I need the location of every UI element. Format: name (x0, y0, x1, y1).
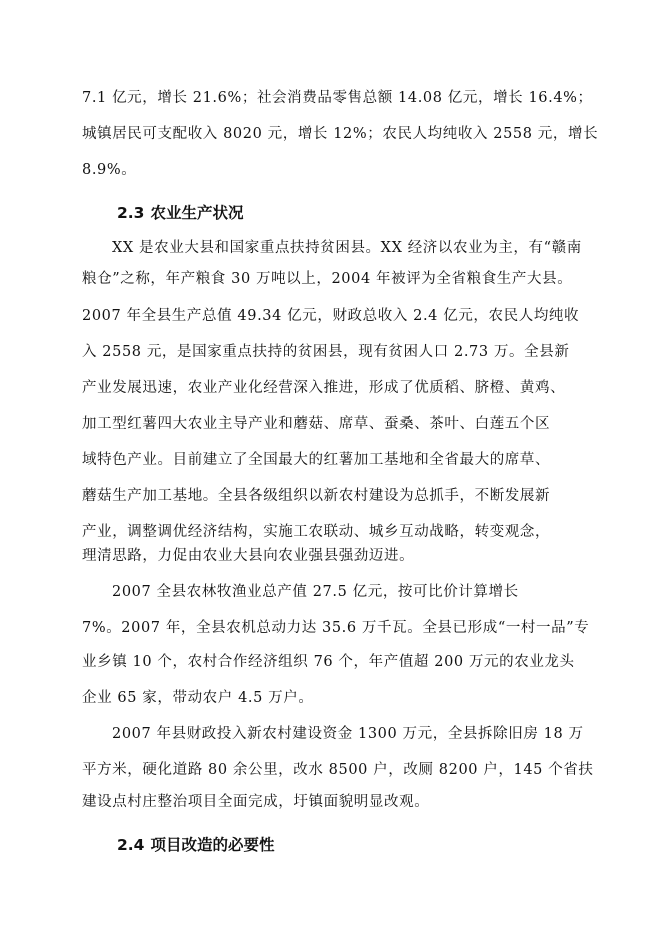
section-number: 2.3 (117, 204, 145, 222)
body-text-line: XX 是农业大县和国家重点扶持贫困县。XX 经济以农业为主，有“赣南 (112, 240, 582, 256)
body-text-line: 业乡镇 10 个，农村合作经济组织 76 个，年产值超 200 万元的农业龙头 (82, 654, 575, 670)
body-text-line: 7.1 亿元，增长 21.6%；社会消费品零售总额 14.08 亿元，增长 16.4%； (82, 90, 593, 106)
section-title: 项目改造的必要性 (150, 836, 275, 854)
body-text-line: 7%。2007 年，全县农机总动力达 35.6 万千瓦。全县已形成“一村一品”专 (82, 620, 590, 636)
body-text-line: 2007 年全县生产总值 49.34 亿元，财政总收入 2.4 亿元，农民人均纯收 (82, 308, 580, 324)
body-text-line: 蘑菇生产加工基地。全县各级组织以新农村建设为总抓手，不断发展新 (82, 488, 551, 504)
section-title: 农业生产状况 (150, 204, 244, 222)
body-text-line: 产业发展迅速，农业产业化经营深入推进，形成了优质稻、脐橙、黄鸡、 (82, 380, 566, 396)
body-text-line: 域特色产业。目前建立了全国最大的红薯加工基地和全省最大的席草、 (82, 452, 551, 468)
body-text-line: 建设点村庄整治项目全面完成，圩镇面貌明显改观。 (82, 794, 430, 810)
body-text-line: 产业，调整调优经济结构，实施工农联动、城乡互动战略，转变观念， (82, 524, 551, 540)
body-text-line: 企业 65 家，带动农户 4.5 万户。 (82, 690, 314, 706)
section-number: 2.4 (117, 836, 145, 854)
body-text-line: 8.9%。 (82, 162, 137, 178)
body-text-line: 加工型红薯四大农业主导产业和蘑菇、席草、蚕桑、茶叶、白莲五个区 (82, 416, 551, 432)
section-heading-2-3 (117, 202, 243, 224)
body-text-line: 2007 年县财政投入新农村建设资金 1300 万元，全县拆除旧房 18 万 (112, 726, 584, 742)
body-text-line: 城镇居民可支配收入 8020 元，增长 12%；农民人均纯收入 2558 元，增长 (82, 126, 599, 142)
section-heading-2-4 (117, 834, 274, 856)
body-text-line: 平方米，硬化道路 80 余公里，改水 8500 户，改厕 8200 户，145 个省扶 (82, 762, 594, 778)
body-text-line: 2007 全县农林牧渔业总产值 27.5 亿元，按可比价计算增长 (112, 584, 519, 600)
body-text-line: 入 2558 元，是国家重点扶持的贫困县，现有贫困人口 2.73 万。全县新 (82, 344, 570, 360)
body-text-line: 粮仓”之称，年产粮食 30 万吨以上，2004 年被评为全省粮食生产大县。 (82, 271, 573, 287)
body-text-line: 理清思路，力促由农业大县向农业强县强劲迈进。 (82, 548, 415, 564)
